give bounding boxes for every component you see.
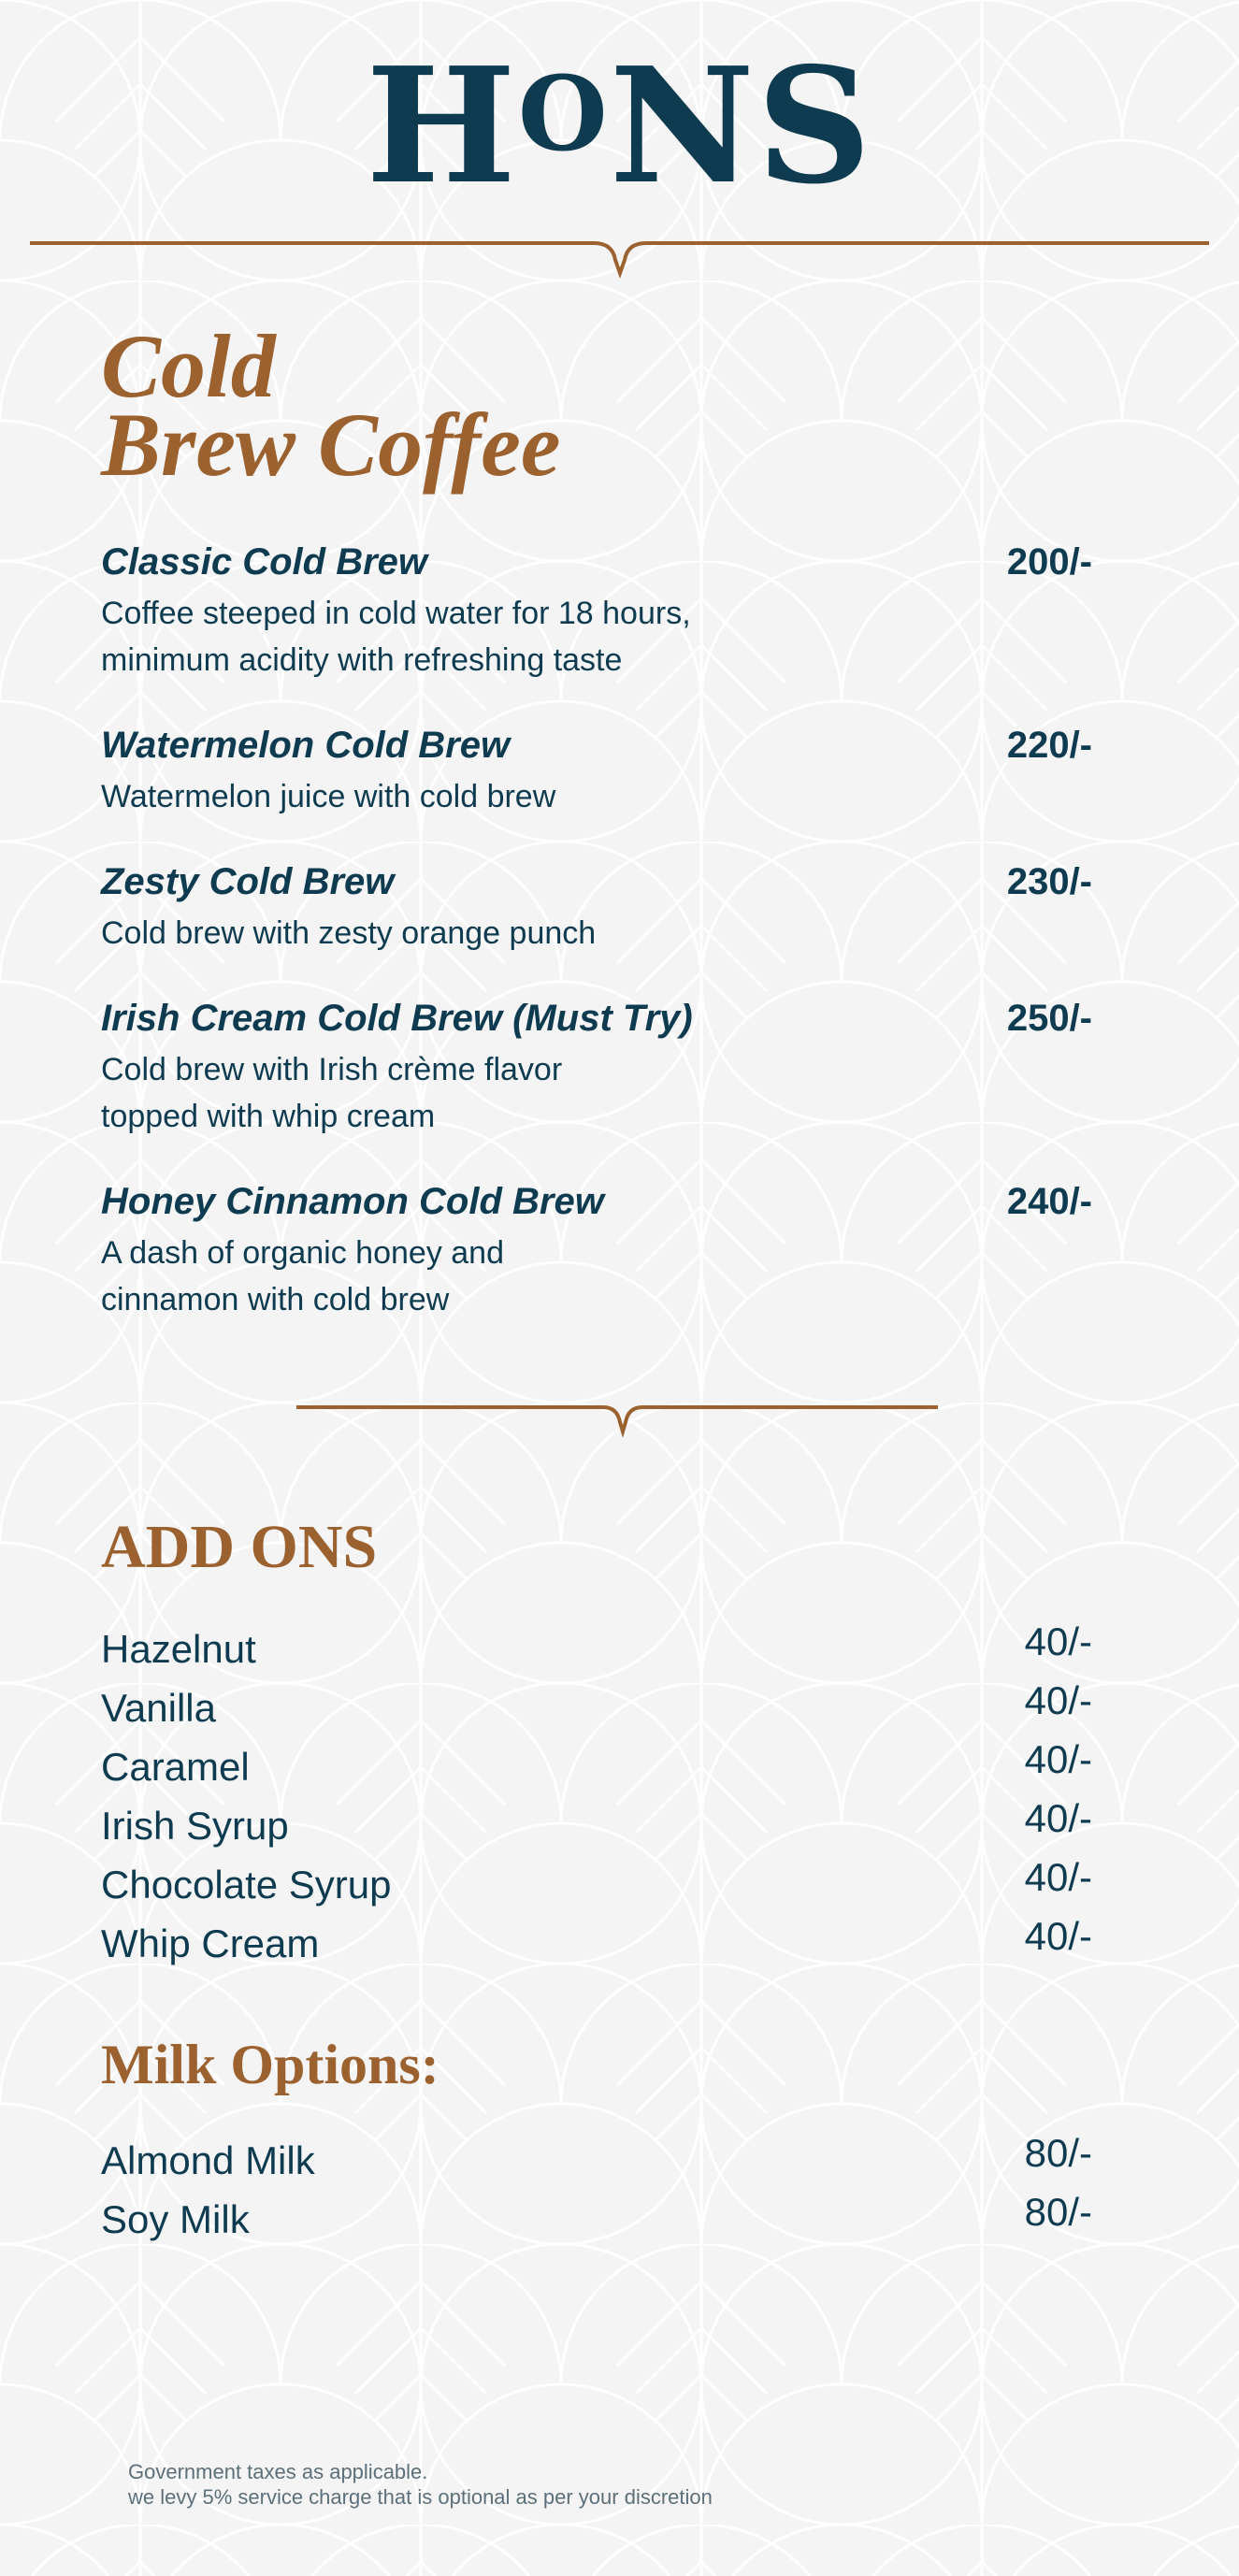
item-name: Honey Cinnamon Cold Brew [101, 1181, 604, 1222]
add-on-row [101, 1620, 1092, 1678]
footer-service-charge-note: we levy 5% service charge that is optional as per your discretion [128, 2485, 713, 2509]
add-on-price: 40/- [1024, 1737, 1092, 1781]
logo-letter-h: H [366, 33, 518, 220]
item-name: Irish Cream Cold Brew (Must Try) [101, 998, 693, 1039]
item-price: 240/- [1006, 1181, 1092, 1222]
item-price: 230/- [1006, 861, 1092, 902]
add-on-name: Irish Syrup [101, 1804, 289, 1848]
cold-brew-title [101, 316, 756, 495]
add-on-price: 40/- [1024, 1678, 1092, 1722]
add-on-row [101, 1856, 1092, 1914]
milk-option-name: Soy Milk [101, 2197, 250, 2241]
add-on-price: 40/- [1024, 1619, 1092, 1663]
add-on-name: Vanilla [101, 1686, 216, 1730]
add-ons-title: ADD ONS [101, 1513, 378, 1581]
middle-divider [295, 1398, 940, 1445]
cold-brew-title-line2: Brew Coffee [101, 395, 561, 495]
footer-tax-note: Government taxes as applicable. [128, 2460, 428, 2483]
item-name: Zesty Cold Brew [101, 861, 395, 902]
add-on-price: 40/- [1024, 1914, 1092, 1958]
item-description: Cold brew with Irish crème flavor topped with whip cream [101, 1052, 563, 1134]
item-price: 200/- [1006, 541, 1092, 583]
logo-letter-o: O [517, 53, 610, 174]
add-on-row [101, 1915, 1092, 1973]
item-description: Watermelon juice with cold brew [101, 779, 556, 814]
item-price: 220/- [1006, 725, 1092, 766]
milk-options-title: Milk Options: [101, 2034, 439, 2095]
milk-option-row [101, 2132, 1092, 2190]
item-name: Classic Cold Brew [101, 541, 428, 583]
item-description: Cold brew with zesty orange punch [101, 915, 597, 951]
add-on-row [101, 1679, 1092, 1737]
cold-brew-title-line1: Cold [101, 316, 276, 416]
add-on-row [101, 1797, 1092, 1855]
milk-option-row [101, 2191, 1092, 2249]
item-name: Watermelon Cold Brew [101, 725, 511, 766]
milk-option-price: 80/- [1024, 2131, 1092, 2175]
add-on-row [101, 1738, 1092, 1796]
milk-option-price: 80/- [1024, 2190, 1092, 2234]
add-on-name: Chocolate Syrup [101, 1863, 392, 1907]
footer-note [128, 2459, 713, 2510]
add-on-name: Caramel [101, 1745, 250, 1789]
item-price: 250/- [1006, 998, 1092, 1039]
milk-option-name: Almond Milk [101, 2138, 315, 2182]
add-on-name: Whip Cream [101, 1921, 320, 1965]
add-on-price: 40/- [1024, 1796, 1092, 1840]
brand-logo [0, 33, 1239, 220]
top-divider [28, 234, 1211, 281]
add-on-name: Hazelnut [101, 1627, 256, 1671]
add-on-price: 40/- [1024, 1855, 1092, 1899]
item-description: Coffee steeped in cold water for 18 hours, minimum acidity with refreshing taste [101, 596, 691, 678]
item-description: A dash of organic honey and cinnamon with cold brew [101, 1235, 504, 1317]
logo-letters-ns: NS [609, 33, 873, 220]
